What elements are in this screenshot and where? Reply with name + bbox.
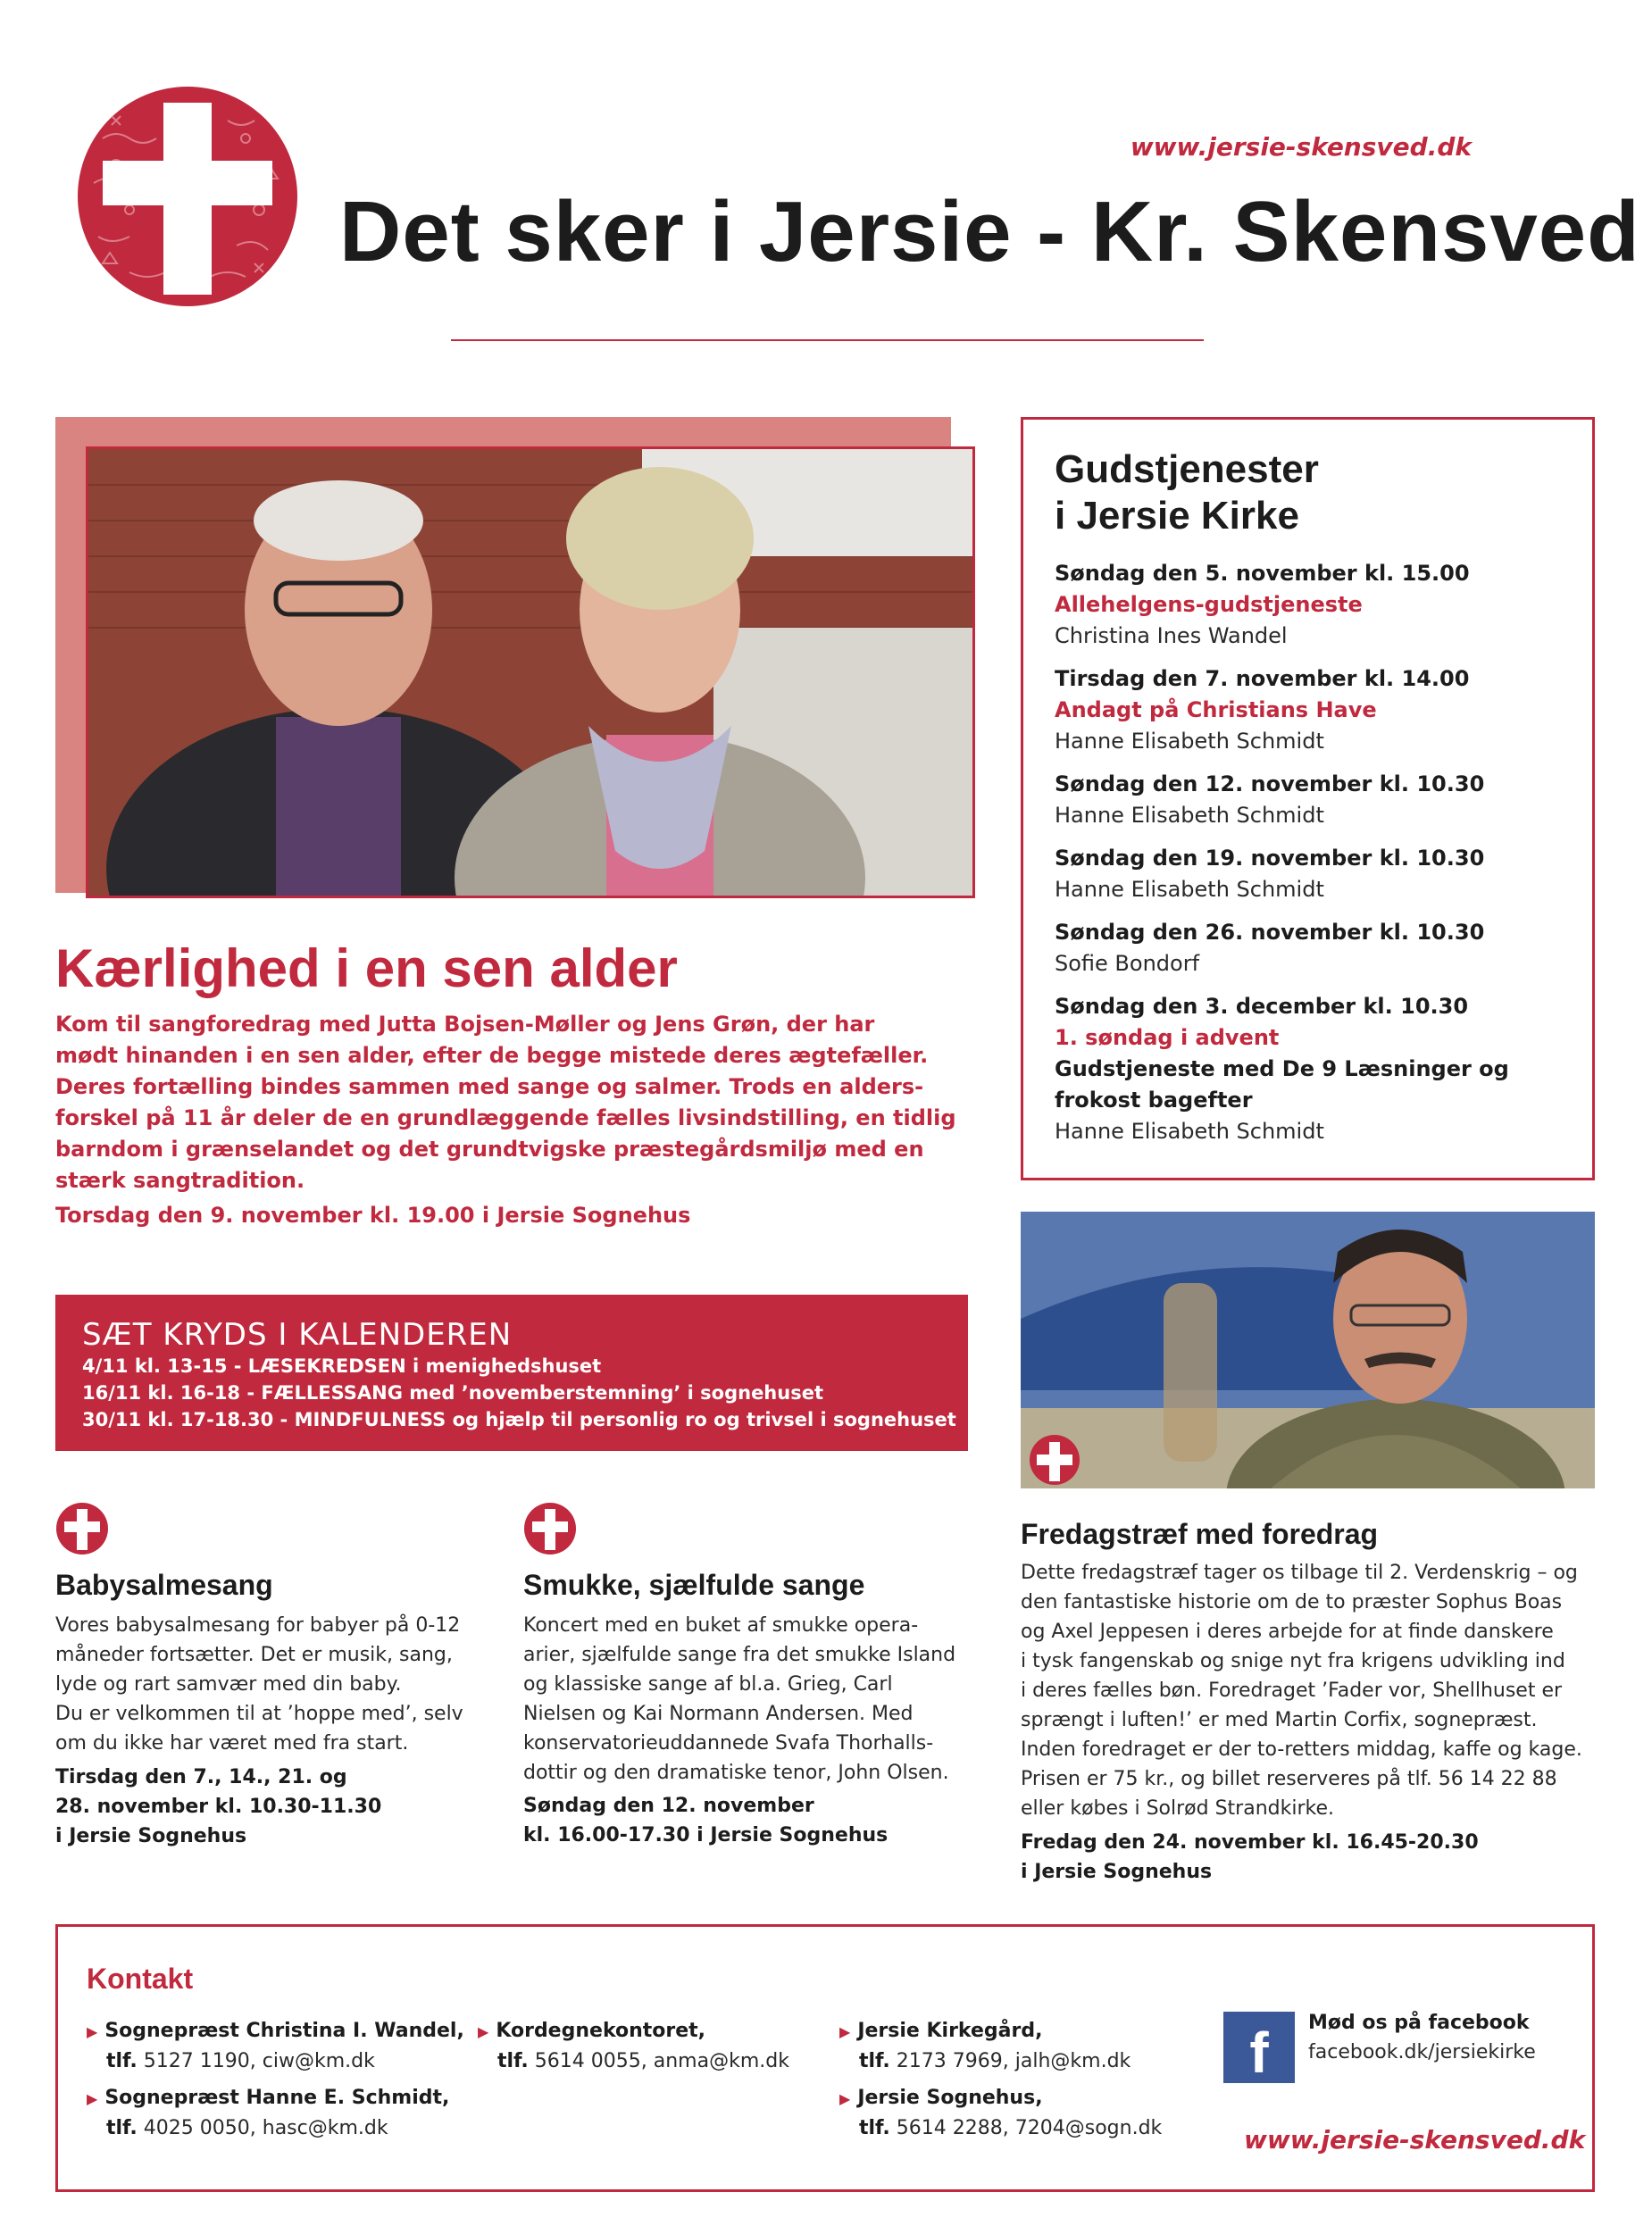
text-line: Du er velkommen til at ’hoppe med’, selv (55, 1703, 463, 1725)
text-line: lyde og rart samvær med din baby. (55, 1673, 402, 1696)
text-line: Inden foredraget er der to-retters middag, kaffe og kage. (1021, 1738, 1582, 1761)
text-line: og klassiske sange af bl.a. Grieg, Carl (523, 1673, 893, 1696)
contact-info: 5127 1190, ciw@km.dk (143, 2050, 375, 2072)
footer-website-url[interactable]: www.jersie-skensved.dk (1244, 2125, 1586, 2155)
calendar-item: 30/11 kl. 17-18.30 - MINDFULNESS og hjælp til personlig ro og trivsel i sognehuset (82, 1409, 956, 1430)
service-event: 1. søndag i advent (1055, 1025, 1280, 1050)
tlf-label: tlf. (859, 2117, 890, 2139)
facebook-link[interactable]: facebook.dk/jersiekirke (1308, 2041, 1536, 2063)
photo-speaker (1021, 1212, 1595, 1488)
contact-name: Sognepræst Christina I. Wandel, (104, 2020, 464, 2042)
contact-item (839, 2016, 1131, 2076)
text-line: i tysk fangenskab og snige nyt fra krigens udvikling ind (1021, 1650, 1565, 1672)
text-line: 28. november kl. 10.30-11.30 (55, 1796, 382, 1818)
service-date: Søndag den 26. november kl. 10.30 (1055, 920, 1485, 945)
arrow-right-icon: ▶ (87, 2023, 98, 2040)
service-item (1055, 917, 1581, 979)
text-line: Søndag den 12. november (523, 1795, 814, 1817)
service-item (1055, 843, 1581, 905)
article-line: Deres fortælling bindes sammen med sange og salmer. Trods en alders- (55, 1074, 924, 1099)
babysalme-heading: Babysalmesang (55, 1569, 273, 1601)
babysalme-body (55, 1611, 502, 1758)
sange-body (523, 1611, 988, 1788)
contact-heading: Kontakt (87, 1963, 194, 1995)
church-cross-icon (55, 1502, 109, 1555)
calendar-title: SÆT KRYDS I KALENDEREN (82, 1317, 513, 1353)
fredag-date (1021, 1828, 1610, 1887)
arrow-right-icon: ▶ (478, 2023, 489, 2040)
service-subtitle: frokost bagefter (1055, 1088, 1253, 1113)
service-item (1055, 663, 1581, 757)
service-item (1055, 769, 1581, 831)
contact-info: 4025 0050, hasc@km.dk (143, 2117, 388, 2139)
sange-date (523, 1791, 988, 1850)
calendar-item: 16/11 kl. 16-18 - FÆLLESSANG med ’novemberstemning’ i sognehuset (82, 1382, 823, 1404)
service-date: Søndag den 3. december kl. 10.30 (1055, 994, 1469, 1019)
hero-photo-couple (86, 446, 975, 898)
text-line: i Jersie Sognehus (55, 1825, 247, 1847)
arrow-right-icon: ▶ (839, 2090, 851, 2107)
contact-name: Jersie Sognehus, (857, 2087, 1043, 2109)
text-line: om du ikke har været med fra start. (55, 1732, 409, 1755)
calendar-box (55, 1295, 968, 1451)
services-heading-line: i Jersie Kirke (1055, 494, 1299, 538)
service-date: Søndag den 5. november kl. 15.00 (1055, 561, 1470, 586)
tlf-label: tlf. (859, 2050, 890, 2072)
text-line: Tirsdag den 7., 14., 21. og (55, 1766, 347, 1788)
arrow-right-icon: ▶ (839, 2023, 851, 2040)
article-line: stærk sangtradition. (55, 1168, 305, 1193)
service-pastor: Christina Ines Wandel (1055, 623, 1288, 648)
services-heading (1055, 446, 1319, 539)
article-date: Torsdag den 9. november kl. 19.00 i Jersie Sognehus (55, 1203, 691, 1228)
text-line: Vores babysalmesang for babyer på 0-12 (55, 1614, 461, 1637)
service-date: Tirsdag den 7. november kl. 14.00 (1055, 666, 1470, 691)
contact-item (87, 2016, 464, 2076)
church-cross-icon (523, 1502, 577, 1555)
text-line: dottir og den dramatiske tenor, John Olsen. (523, 1762, 949, 1784)
contact-name: Jersie Kirkegård, (857, 2020, 1043, 2042)
fredag-heading: Fredagstræf med foredrag (1021, 1518, 1379, 1550)
service-pastor: Hanne Elisabeth Schmidt (1055, 729, 1324, 754)
service-pastor: Hanne Elisabeth Schmidt (1055, 803, 1324, 828)
service-item (1055, 558, 1581, 652)
service-date: Søndag den 19. november kl. 10.30 (1055, 846, 1485, 871)
service-subtitle: Gudstjeneste med De 9 Læsninger og (1055, 1056, 1509, 1081)
text-line: i deres fælles bøn. Foredraget ’Fader vor, Shellhuset er (1021, 1680, 1563, 1702)
text-line: konservatorieuddannede Svafa Thorhalls- (523, 1732, 934, 1755)
text-line: i Jersie Sognehus (1021, 1861, 1213, 1883)
fredag-body (1021, 1558, 1610, 1823)
tlf-label: tlf. (497, 2050, 529, 2072)
text-line: eller købes i Solrød Strandkirke. (1021, 1797, 1335, 1820)
services-heading-line: Gudstjenester (1055, 447, 1319, 491)
service-date: Søndag den 12. november kl. 10.30 (1055, 771, 1485, 796)
text-line: kl. 16.00-17.30 i Jersie Sognehus (523, 1824, 889, 1846)
header-website-url[interactable]: www.jersie-skensved.dk (1130, 132, 1472, 162)
service-pastor: Hanne Elisabeth Schmidt (1055, 1119, 1324, 1144)
text-line: Koncert med en buket af smukke opera- (523, 1614, 919, 1637)
service-pastor: Sofie Bondorf (1055, 951, 1200, 976)
text-line: Prisen er 75 kr., og billet reserveres på tlf. 56 14 22 88 (1021, 1768, 1557, 1790)
arrow-right-icon: ▶ (87, 2090, 98, 2107)
contact-box (55, 1924, 1595, 2192)
service-event: Allehelgens-gudstjeneste (1055, 592, 1363, 617)
church-cross-logo (76, 85, 299, 308)
service-pastor: Hanne Elisabeth Schmidt (1055, 877, 1324, 902)
tlf-label: tlf. (106, 2117, 138, 2139)
article-line: forskel på 11 år deler de en grundlæggende fælles livsindstilling, en tidlig (55, 1105, 956, 1130)
article-body (55, 1009, 966, 1196)
contact-info: 2173 7969, jalh@km.dk (896, 2050, 1131, 2072)
babysalme-date (55, 1763, 502, 1851)
contact-name: Sognepræst Hanne E. Schmidt, (104, 2087, 450, 2109)
title-divider (451, 339, 1204, 341)
tlf-label: tlf. (106, 2050, 138, 2072)
facebook-icon[interactable]: f (1223, 2012, 1295, 2083)
services-box (1021, 417, 1595, 1180)
text-line: den fantastiske historie om de to præster Sophus Boas (1021, 1591, 1563, 1613)
text-line: Fredag den 24. november kl. 16.45-20.30 (1021, 1831, 1479, 1854)
contact-item (478, 2016, 789, 2076)
contact-name: Kordegnekontoret, (496, 2020, 706, 2042)
article-heading: Kærlighed i en sen alder (55, 938, 678, 998)
contact-item (839, 2083, 1162, 2143)
text-line: Dette fredagstræf tager os tilbage til 2. Verdenskrig – og (1021, 1562, 1578, 1584)
article-line: mødt hinanden i en sen alder, efter de begge mistede deres ægtefæller. (55, 1043, 929, 1068)
article-line: barndom i grænselandet og det grundtvigske præstegårdsmiljø med en (55, 1137, 924, 1162)
text-line: måneder fortsætter. Det er musik, sang, (55, 1644, 453, 1666)
service-event: Andagt på Christians Have (1055, 697, 1377, 722)
text-line: Nielsen og Kai Normann Andersen. Med (523, 1703, 914, 1725)
contact-item (87, 2083, 449, 2143)
text-line: og Axel Jeppesen i deres arbejde for at finde danskere (1021, 1621, 1554, 1643)
text-line: arier, sjælfulde sange fra det smukke Island (523, 1644, 956, 1666)
sange-heading: Smukke, sjælfulde sange (523, 1569, 865, 1601)
contact-info: 5614 0055, anma@km.dk (534, 2050, 789, 2072)
contact-info: 5614 2288, 7204@sogn.dk (896, 2117, 1163, 2139)
service-item (1055, 991, 1581, 1147)
article-line: Kom til sangforedrag med Jutta Bojsen-Møller og Jens Grøn, der har (55, 1012, 875, 1037)
facebook-title: Mød os på facebook (1308, 2012, 1530, 2034)
page-title: Det sker i Jersie - Kr. Skensved (339, 184, 1640, 279)
calendar-item: 4/11 kl. 13-15 - LÆSEKREDSEN i menighedshuset (82, 1355, 602, 1377)
text-line: sprængt i luften!’ er med Martin Corfix, sognepræst. (1021, 1709, 1538, 1731)
